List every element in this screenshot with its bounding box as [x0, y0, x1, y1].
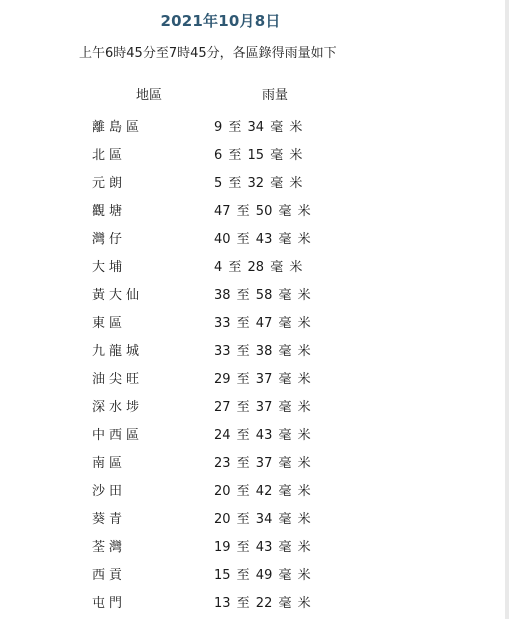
- table-row: [0, 278, 500, 306]
- table-row: [0, 250, 500, 278]
- rainfall-range: 29 至 37 毫 米: [214, 372, 311, 387]
- rainfall-range: 27 至 37 毫 米: [214, 400, 311, 415]
- rainfall-range: 15 至 49 毫 米: [214, 568, 311, 583]
- district-name: 灣仔: [92, 232, 127, 247]
- page-subtitle: 上午6時45分至7時45分，各區錄得雨量如下: [79, 46, 337, 61]
- district-name: 北區: [92, 148, 127, 163]
- table-row: [0, 502, 500, 530]
- table-row: [0, 334, 500, 362]
- district-name: 九龍城: [92, 344, 144, 359]
- table-header-row: [0, 80, 500, 110]
- district-name: 黃大仙: [92, 288, 144, 303]
- district-name: 沙田: [92, 484, 127, 499]
- rainfall-range: 20 至 34 毫 米: [214, 512, 311, 527]
- rainfall-range: 4 至 28 毫 米: [214, 260, 303, 275]
- district-name: 荃灣: [92, 540, 127, 555]
- district-name: 葵青: [92, 512, 127, 527]
- district-name: 大埔: [92, 260, 127, 275]
- district-name: 油尖旺: [92, 372, 144, 387]
- rainfall-range: 24 至 43 毫 米: [214, 428, 311, 443]
- rainfall-range: 9 至 34 毫 米: [214, 120, 303, 135]
- district-name: 元朗: [92, 176, 127, 191]
- table-row: [0, 530, 500, 558]
- rainfall-range: 40 至 43 毫 米: [214, 232, 311, 247]
- district-name: 深水埗: [92, 400, 144, 415]
- rainfall-range: 19 至 43 毫 米: [214, 540, 311, 555]
- table-row: [0, 390, 500, 418]
- district-name: 南區: [92, 456, 127, 471]
- page-frame-edge: [505, 0, 509, 619]
- table-row: [0, 586, 500, 614]
- table-body: [0, 110, 500, 614]
- table-row: [0, 166, 500, 194]
- rainfall-range: 23 至 37 毫 米: [214, 456, 311, 471]
- page-title: 2021年10月8日: [160, 12, 281, 30]
- table-row: [0, 418, 500, 446]
- table-row: [0, 474, 500, 502]
- district-name: 東區: [92, 316, 127, 331]
- district-name: 離島區: [92, 120, 144, 135]
- table-row: [0, 362, 500, 390]
- district-name: 觀塘: [92, 204, 127, 219]
- rainfall-range: 20 至 42 毫 米: [214, 484, 311, 499]
- table-row: [0, 138, 500, 166]
- rainfall-range: 33 至 47 毫 米: [214, 316, 311, 331]
- rainfall-range: 33 至 38 毫 米: [214, 344, 311, 359]
- table-row: [0, 222, 500, 250]
- rainfall-range: 6 至 15 毫 米: [214, 148, 303, 163]
- table-row: [0, 558, 500, 586]
- district-name: 屯門: [92, 596, 127, 611]
- district-name: 西貢: [92, 568, 127, 583]
- column-header-rainfall: 雨量: [262, 88, 289, 103]
- table-row: [0, 446, 500, 474]
- table-row: [0, 194, 500, 222]
- rainfall-range: 5 至 32 毫 米: [214, 176, 303, 191]
- table-row: [0, 110, 500, 138]
- rainfall-range: 13 至 22 毫 米: [214, 596, 311, 611]
- district-name: 中西區: [92, 428, 144, 443]
- rainfall-range: 38 至 58 毫 米: [214, 288, 311, 303]
- table-row: [0, 306, 500, 334]
- rainfall-table: [0, 80, 500, 614]
- column-header-district: 地區: [136, 88, 163, 103]
- rainfall-range: 47 至 50 毫 米: [214, 204, 311, 219]
